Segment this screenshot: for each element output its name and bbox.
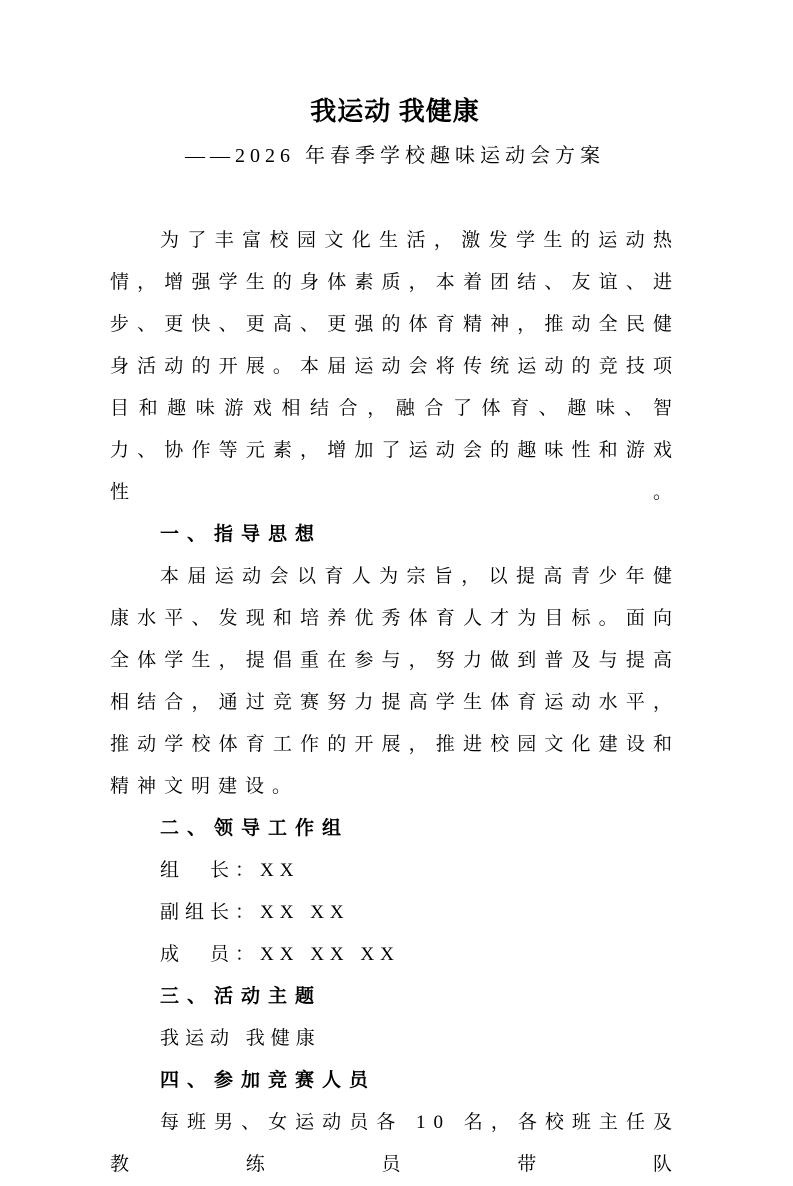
document-subtitle: ——2026 年春季学校趣味运动会方案 xyxy=(185,145,605,167)
intro-paragraph: 为了丰富校园文化生活，激发学生的运动热情，增强学生的身体素质，本着团结、友谊、进步、更快、更高、更强的体育精神，推动全民健身活动的开展。本届运动会将传统运动的竞技项目和趣味游戏相结合，融合了体育、趣味、智力、协作等元素，增加了运动会的趣味性和游戏性。 xyxy=(110,230,680,503)
section-heading-participants: 四、参加竞赛人员 xyxy=(160,1070,377,1091)
activity-theme-text: 我运动 我健康 xyxy=(160,1028,321,1049)
leader-line-deputy-heads: 副组长：XX XX xyxy=(160,902,350,923)
leader-line-members: 成 员：XX XX XX xyxy=(160,944,400,965)
section-heading-activity-theme: 三、活动主题 xyxy=(160,986,323,1007)
section-heading-guiding-ideology: 一、指导思想 xyxy=(160,524,323,545)
section-heading-leading-group: 二、领导工作组 xyxy=(160,818,350,839)
section-paragraph-guiding-ideology: 本届运动会以育人为宗旨，以提高青少年健康水平、发现和培养优秀体育人才为目标。面向全体学生，提倡重在参与，努力做到普及与提高相结合，通过竞赛努力提高学生体育运动水平，推动学校体育工作的开展，推进校园文化建设和精神文明建设。 xyxy=(110,566,680,797)
leader-line-group-head: 组 长：XX xyxy=(160,860,300,881)
participants-paragraph: 每班男、女运动员各 10 名，各校班主任及教练员带队 xyxy=(110,1112,680,1175)
document-title: 我运动 我健康 xyxy=(310,97,480,126)
title-body-spacer xyxy=(110,178,680,220)
